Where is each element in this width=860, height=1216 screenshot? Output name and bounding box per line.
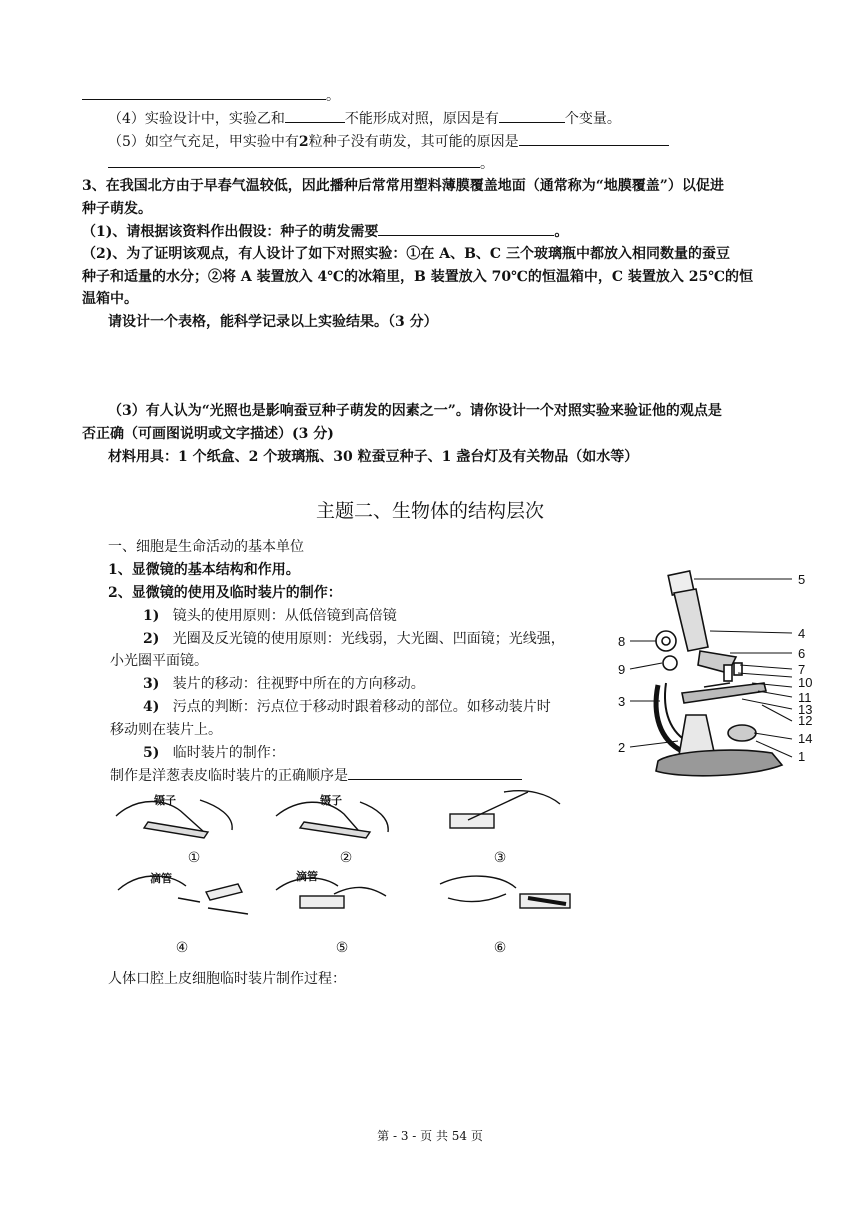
answer-line-tail: 。 [82, 85, 340, 106]
step-label-6: ⑥ [493, 940, 507, 956]
materials: 材料用具：1 个纸盒、2 个玻璃瓶、30 粒蚕豆种子、1 盏台灯及有关物品（如水等） [108, 449, 639, 465]
subquestion-3-line2: 否正确（可画图说明或文字描述）(3 分) [82, 426, 334, 442]
sub-item-1: 1) 镜头的使用原则：从低倍镜到高倍镜 [143, 608, 397, 624]
sub-item-2: 2) 光圈及反光镜的使用原则：光线弱，大光圈、凹面镜；光线强， [143, 631, 565, 647]
sub-item-3: 3) 装片的移动：往视野中所在的方向移动。 [143, 676, 425, 692]
label-11: 11 [798, 690, 812, 705]
label-14: 14 [798, 731, 813, 746]
label-4: 4 [798, 626, 806, 641]
step-label-1: ① [187, 850, 201, 866]
subquestion-2-line1: （2)、为了证明该观点，有人设计了如下对照实验：①在 A、B、C 三个玻璃瓶中都放入相同数量的蚕豆 [82, 246, 730, 262]
step-label-3: ③ [493, 850, 507, 866]
label-3: 3 [618, 694, 626, 709]
label-13: 13 [798, 702, 813, 717]
slide-preparation-figure [108, 786, 584, 958]
label-9: 9 [618, 662, 626, 677]
label-12: 12 [798, 713, 813, 728]
question-5-cont: 。 [108, 153, 494, 174]
onion-question: 制作是洋葱表皮临时装片的正确顺序是 [110, 765, 522, 786]
microscope-diagram [612, 565, 818, 790]
tweezers-label-2: 镊子 [320, 794, 342, 807]
label-2: 2 [618, 740, 626, 755]
label-5: 5 [798, 572, 806, 587]
sub-item-4-cont: 移动则在装片上。 [110, 722, 222, 738]
subquestion-2-table: 请设计一个表格，能科学记录以上实验结果。（3 分） [108, 314, 438, 330]
subquestion-1: （1)、请根据该资料作出假设：种子的萌发需要 。 [82, 221, 568, 242]
subquestion-2-line2: 种子和适量的水分；②将 A 装置放入 4℃的冰箱里，B 装置放入 70℃的恒温箱中，C 装置放入 25℃的恒 [82, 269, 753, 285]
step-label-4: ④ [175, 940, 189, 956]
item-1: 1、显微镜的基本结构和作用。 [108, 562, 300, 578]
tweezers-label-1: 镊子 [154, 794, 176, 807]
theme-title: 主题二、生物体的结构层次 [315, 500, 544, 522]
paragraph-3-line1: 3、在我国北方由于早春气温较低，因此播种后常常用塑料薄膜覆盖地面（通常称为“地膜覆盖”）以促进 [82, 178, 724, 194]
label-6: 6 [798, 646, 806, 661]
paragraph-3-line2: 种子萌发。 [82, 201, 152, 217]
page-footer: 第 - 3 - 页 共 54 页 [377, 1129, 483, 1143]
question-5: （5）如空气充足，甲实验中有2粒种子没有萌发，其可能的原因是 [108, 131, 669, 152]
section-1-heading: 一、细胞是生命活动的基本单位 [108, 539, 304, 555]
sub-item-5: 5) 临时装片的制作： [143, 745, 285, 761]
dropper-label-1: 滴管 [150, 872, 172, 885]
sub-item-4: 4) 污点的判断：污点位于移动时跟着移动的部位。如移动装片时 [143, 699, 551, 715]
dropper-label-2: 滴管 [296, 870, 318, 883]
label-10: 10 [798, 675, 813, 690]
label-7: 7 [798, 662, 806, 677]
label-8: 8 [618, 634, 626, 649]
question-4: （4）实验设计中，实验乙和 不能形成对照，原因是有 个变量。 [108, 108, 621, 129]
subquestion-2-line3: 温箱中。 [82, 291, 138, 307]
oral-epithelium-heading: 人体口腔上皮细胞临时装片制作过程： [108, 971, 346, 987]
subquestion-3-line1: （3）有人认为“光照也是影响蚕豆种子萌发的因素之一”。请你设计一个对照实验来验证他的观点是 [108, 403, 722, 419]
step-label-5: ⑤ [335, 940, 349, 956]
item-2: 2、显微镜的使用及临时装片的制作： [108, 585, 342, 601]
step-label-2: ② [339, 850, 353, 866]
label-1: 1 [798, 749, 806, 764]
sub-item-2-cont: 小光圈平面镜。 [110, 653, 208, 669]
